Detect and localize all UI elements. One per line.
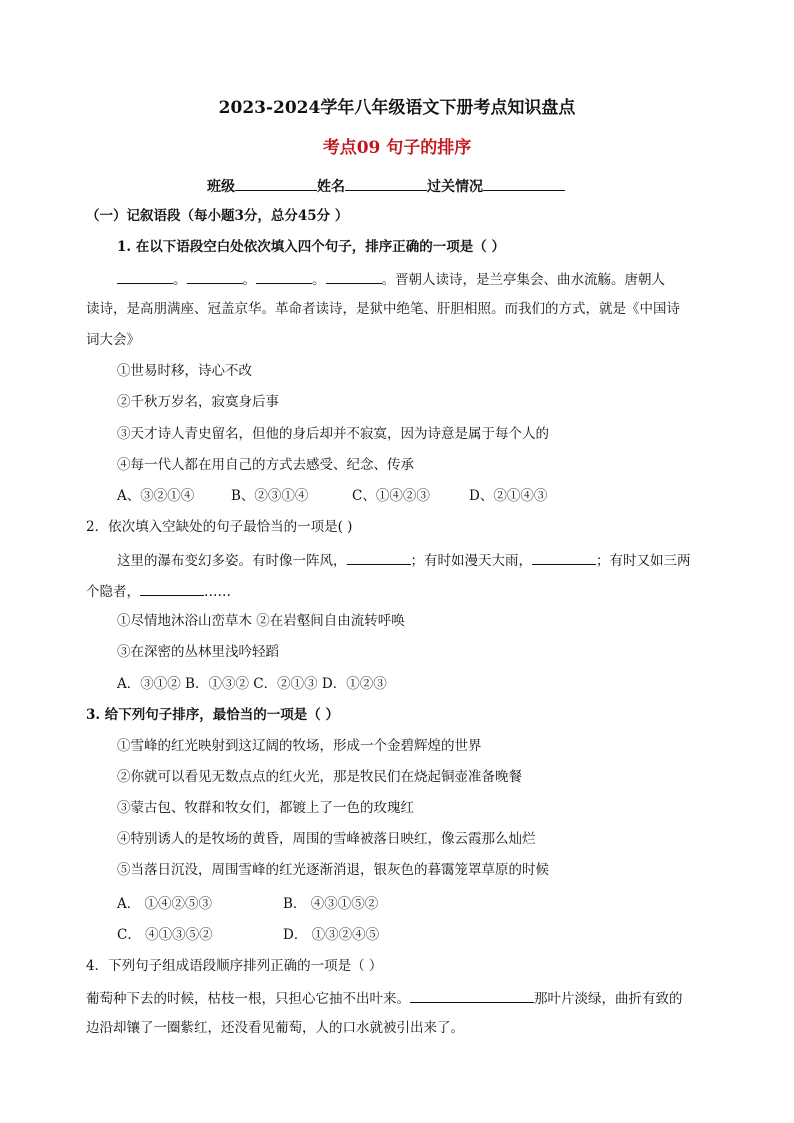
- q3-choice-a[interactable]: A． ①④②⑤③: [117, 896, 213, 912]
- q1-blank-3[interactable]: [256, 269, 312, 284]
- q3-stem: 3. 给下列句子排序，最恰当的一项是（ ）: [86, 707, 339, 723]
- q1-choice-a[interactable]: A、③②①④: [117, 488, 195, 504]
- q1-choice-c[interactable]: C、①④②③: [352, 488, 430, 504]
- info-line: [207, 176, 565, 196]
- class-label: 班级: [207, 179, 235, 195]
- q1-blank-2[interactable]: [187, 269, 243, 284]
- q4-stem: 4．下列句子组成语段顺序排列正确的一项是（ ）: [86, 958, 383, 974]
- name-blank[interactable]: [345, 176, 427, 191]
- q2-option-3: ③在深密的丛林里浅吟轻蹈: [117, 644, 279, 660]
- q1-blank-1[interactable]: [117, 269, 173, 284]
- q2-options-1-2: ①尽情地沐浴山峦草木 ②在岩壑间自由流转呼唤: [117, 613, 405, 629]
- q1-passage-line1-text: 。晋朝人读诗，是兰亭集会、曲水流觞。唐朝人: [381, 272, 665, 288]
- class-blank[interactable]: [235, 176, 317, 191]
- q2-blank-2[interactable]: [532, 550, 596, 565]
- q4-line1-part2: 那叶片淡绿，曲折有致的: [534, 991, 683, 1007]
- q4-line1-part1: 葡萄种下去的时候，枯枝一根，只担心它抽不出叶来。: [86, 991, 410, 1007]
- q1-option-2: ②千秋万岁名，寂寞身后事: [117, 394, 279, 410]
- q1-stem: [117, 238, 505, 256]
- q2-line2-part2: ……: [204, 584, 231, 600]
- q3-option-5: ⑤当落日沉没，周围雪峰的红光逐渐消退，银灰色的暮霭笼罩草原的时候: [117, 862, 549, 878]
- page-subtitle: 考点09 句子的排序: [322, 138, 472, 158]
- q3-option-3: ③蒙古包、牧群和牧女们，都镀上了一色的玫瑰红: [117, 800, 414, 816]
- q3-choice-c[interactable]: C． ④①③⑤②: [117, 927, 213, 943]
- name-label: 姓名: [317, 179, 345, 195]
- page-title: 2023-2024学年八年级语文下册考点知识盘点: [218, 98, 576, 118]
- q3-option-4: ④特别诱人的是牧场的黄昏，周围的雪峰被落日映红，像云霞那么灿烂: [117, 831, 536, 847]
- q1-option-4: ④每一代人都在用自己的方式去感受、纪念、传承: [117, 457, 414, 473]
- q1-passage-line1: 。 。 。 。晋朝人读诗，是兰亭集会、曲水流觞。唐朝人: [117, 269, 665, 289]
- section-heading: （一）记叙语段（每小题3分，总分45分 ）: [86, 208, 349, 224]
- q2-blank-1[interactable]: [347, 550, 411, 565]
- q4-passage-line1: [86, 988, 683, 1008]
- q1-option-3: ③天才诗人青史留名，但他的身后却并不寂寞，因为诗意是属于每个人的: [117, 426, 549, 442]
- q3-choice-b[interactable]: B． ④③①⑤②: [283, 896, 379, 912]
- q3-option-2: ②你就可以看见无数点点的红火光，那是牧民们在烧起铜壶准备晚餐: [117, 769, 522, 785]
- q3-option-1: ①雪峰的红光映射到这辽阔的牧场，形成一个金碧辉煌的世界: [117, 738, 482, 754]
- q2-line1-part1: 这里的瀑布变幻多姿。有时像一阵风，: [117, 553, 347, 569]
- q2-line2-part1: 个隐者，: [86, 584, 140, 600]
- q2-stem: 2．依次填入空缺处的句子最恰当的一项是( ): [86, 519, 353, 535]
- pass-label: 过关情况: [427, 179, 483, 195]
- pass-blank[interactable]: [483, 176, 565, 191]
- q1-passage-line2: 读诗，是高朋满座、冠盖京华。革命者读诗，是狱中绝笔、肝胆相照。而我们的方式，就是《中国诗: [86, 301, 680, 317]
- q2-line1-part2: ；有时如漫天大雨，: [410, 553, 532, 569]
- q1-option-1: ①世易时移，诗心不改: [117, 363, 252, 379]
- q4-passage-line2: 边沿却镶了一圈紫红，还没看见葡萄，人的口水就被引出来了。: [86, 1020, 464, 1036]
- q2-passage-line1: [117, 550, 691, 570]
- q1-stem-text: 1. 在以下语段空白处依次填入四个句子，排序正确的一项是（ ）: [117, 239, 505, 255]
- q4-blank[interactable]: [410, 988, 534, 1003]
- q3-choice-d[interactable]: D． ①③②④⑤: [283, 927, 380, 943]
- q2-line1-part3: ；有时又如三两: [596, 553, 691, 569]
- q2-choices[interactable]: A．③①② B．①③② C．②①③ D．①②③: [117, 676, 387, 692]
- q1-choice-b[interactable]: B、②③①④: [231, 488, 309, 504]
- q1-choices: [117, 487, 547, 505]
- q1-choice-d[interactable]: D、②①④③: [469, 488, 548, 504]
- q1-passage-line3: 词大会》: [86, 332, 140, 348]
- q2-passage-line2: [86, 581, 231, 601]
- q1-blank-4[interactable]: [326, 269, 382, 284]
- q2-blank-3[interactable]: [140, 581, 204, 596]
